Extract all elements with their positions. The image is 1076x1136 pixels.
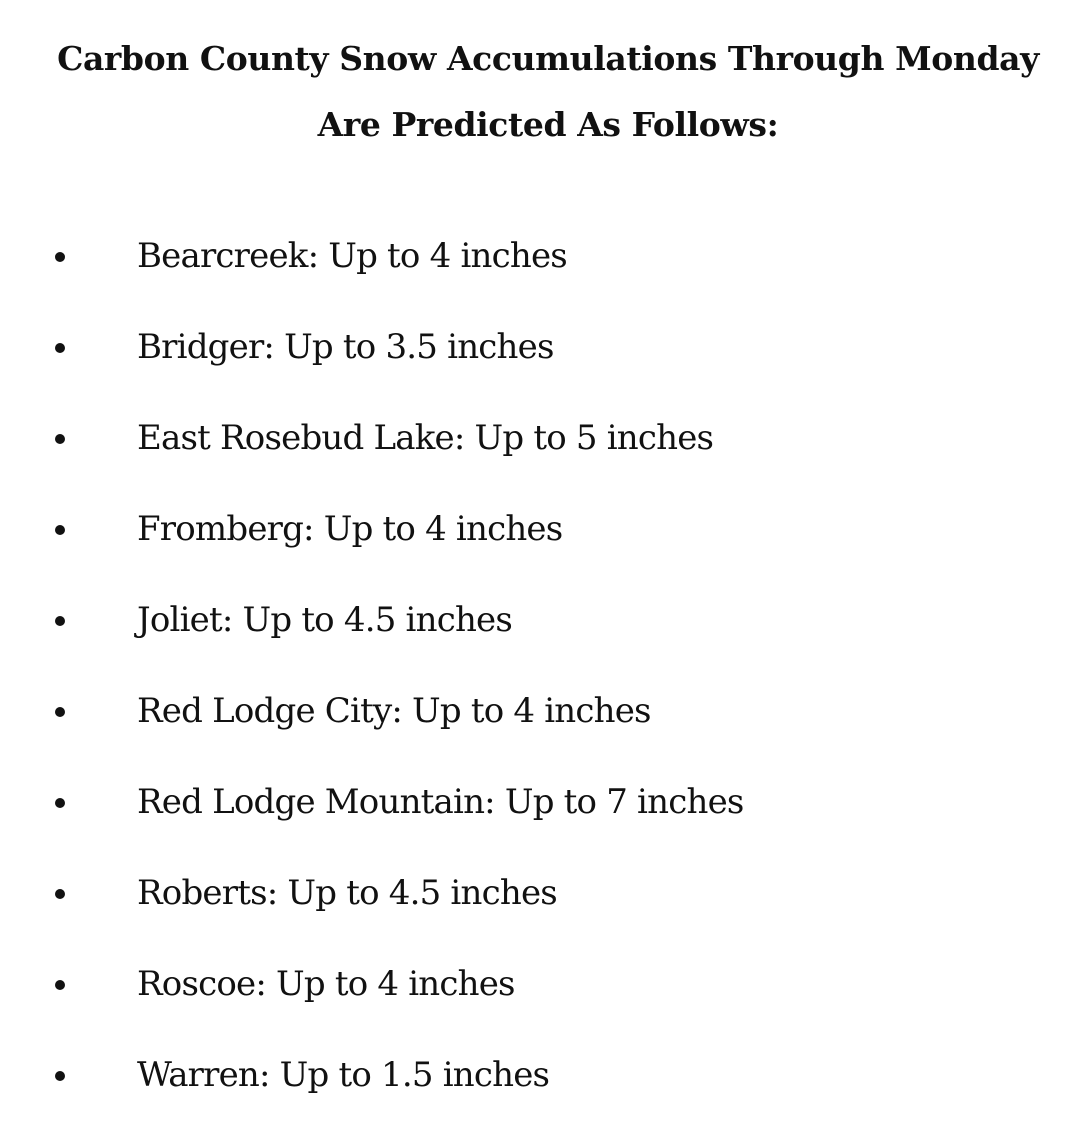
- list-item-text: Warren: Up to 1.5 inches: [137, 1055, 550, 1095]
- bullet-icon: [55, 252, 65, 262]
- bullet-icon: [55, 980, 65, 990]
- bullet-icon: [55, 889, 65, 899]
- list-item-text: Red Lodge City: Up to 4 inches: [137, 691, 651, 731]
- list-item-text: Roberts: Up to 4.5 inches: [137, 873, 557, 913]
- bullet-icon: [55, 798, 65, 808]
- list-item-text: Bearcreek: Up to 4 inches: [137, 236, 567, 276]
- title-line-1: Carbon County Snow Accumulations Through Monday: [57, 39, 1039, 78]
- list-item-text: East Rosebud Lake: Up to 5 inches: [137, 418, 714, 458]
- bullet-icon: [55, 525, 65, 535]
- bullet-icon: [55, 1071, 65, 1081]
- bullet-icon: [55, 434, 65, 444]
- bullet-icon: [55, 616, 65, 626]
- list-item-text: Joliet: Up to 4.5 inches: [137, 600, 513, 640]
- title-line-2: Are Predicted As Follows:: [317, 105, 779, 144]
- list-item-text: Fromberg: Up to 4 inches: [137, 509, 563, 549]
- list-item-text: Red Lodge Mountain: Up to 7 inches: [137, 782, 744, 822]
- bullet-icon: [55, 343, 65, 353]
- list-item-text: Bridger: Up to 3.5 inches: [137, 327, 554, 367]
- bullet-icon: [55, 707, 65, 717]
- page-title: [0, 26, 1076, 158]
- list-item-text: Roscoe: Up to 4 inches: [137, 964, 515, 1004]
